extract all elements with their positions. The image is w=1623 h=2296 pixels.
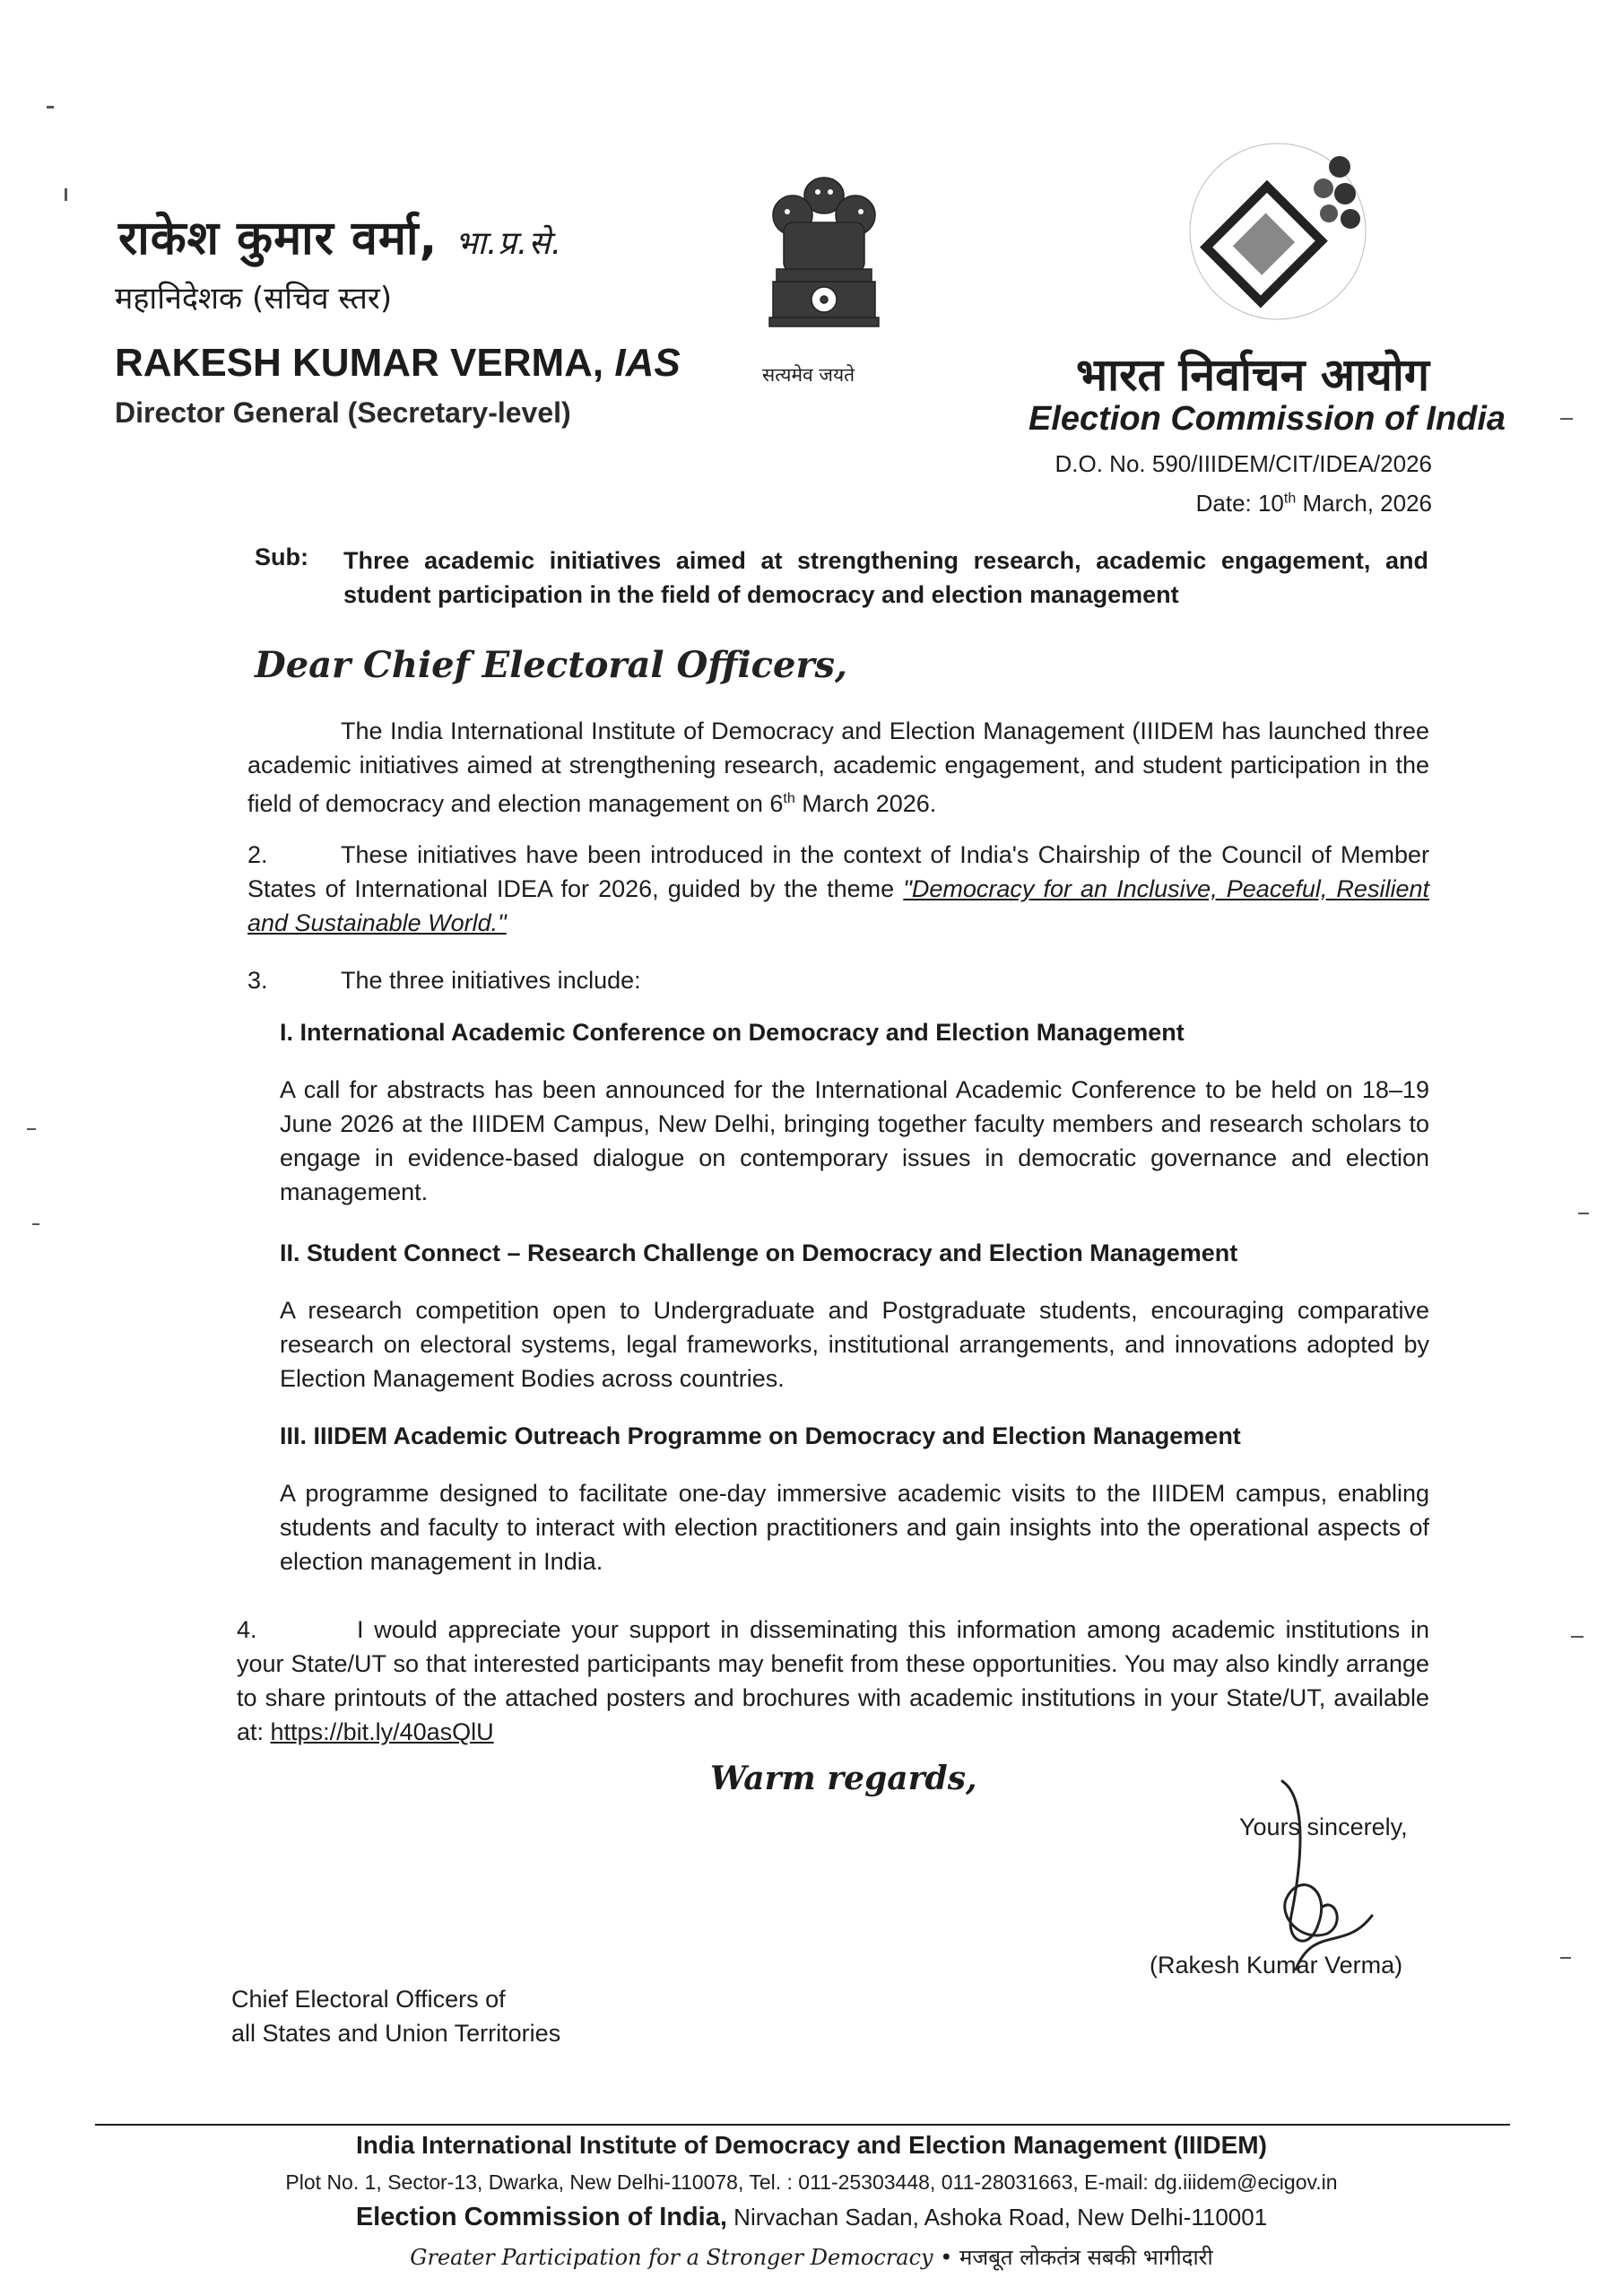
footer-slogan-english: Greater Participation for a Stronger Democracy — [410, 2245, 933, 2270]
org-name-english: Election Commission of India — [1028, 400, 1506, 438]
brochure-link[interactable]: https://bit.ly/40asQlU — [270, 1718, 494, 1745]
org-name-hindi: भारत निर्वाचन आयोग — [1076, 349, 1430, 401]
paragraph-1-end: March 2026. — [794, 790, 937, 817]
addressee-line-2: all States and Union Territories — [231, 2020, 561, 2047]
footer-address: Plot No. 1, Sector-13, Dwarka, New Delhi-110078, Tel. : 011-25303448, 011-28031663, E-mail: dg.iiidem@ecigov.in — [285, 2170, 1338, 2194]
paragraph-2-number: 2. — [247, 841, 268, 868]
national-emblem-icon — [757, 169, 891, 357]
paragraph-4 — [237, 1613, 1429, 1749]
paragraph-3-number: 3. — [247, 967, 268, 994]
paragraph-4-text: I would appreciate your support in disseminating this information among academic institutions in your State/UT so that interested participants may benefit from these opportunities. You may also kindly arrange to share printouts of the attached posters and brochures with academic institutions in your State/UT, available at: — [237, 1616, 1429, 1745]
footer-institute: India International Institute of Democracy and Election Management (IIIDEM) — [356, 2131, 1267, 2159]
footer-commission-address: Nirvachan Sadan, Ashoka Road, New Delhi-110001 — [726, 2204, 1268, 2231]
scan-speck — [1571, 1636, 1584, 1638]
footer-commission — [0, 2203, 1623, 2232]
paragraph-3-text: The three initiatives include: — [341, 967, 641, 994]
initiative-1-text: A call for abstracts has been announced for the International Academic Conference to be held on 18–19 June 2026 at the IIIDEM Campus, New Delhi, bringing together faculty members and research scholars to engage in evidence-based dialogue on contemporary issues in democratic governance and election management. — [280, 1076, 1429, 1205]
designation-hindi: महानिदेशक (सचिव स्तर) — [115, 281, 393, 317]
paragraph-2-text: These initiatives have been introduced in the context of India's Chairship of the Council of Member States of International IDEA for 2026, guided by the theme — [247, 841, 1429, 902]
paragraph-1-sup: th — [783, 791, 795, 806]
scan-speck — [65, 188, 67, 201]
election-commission-logo — [1182, 136, 1374, 326]
paragraph-1-text: The India International Institute of Democracy and Election Management (IIIDEM has launched three academic initiatives aimed at strengthening research, academic engagement, and student participation in the field of democracy and election management on 6 — [247, 718, 1429, 817]
addressee — [231, 1982, 560, 2050]
paragraph-4-number: 4. — [237, 1616, 257, 1643]
date-sup: th — [1283, 491, 1297, 507]
initiative-3-text: A programme designed to facilitate one-day immersive academic visits to the IIIDEM campus, enabling students and faculty to interact with election practitioners and gain insights into the operational aspects of election management in India. — [280, 1480, 1429, 1575]
do-number: D.O. No. 590/IIIDEM/CIT/IDEA/2026 — [1055, 450, 1432, 477]
name-hindi-suffix: भा.प्र.से. — [455, 225, 563, 262]
subject-label: Sub: — [255, 544, 308, 570]
scan-speck — [1560, 1957, 1571, 1959]
footer-slogan-separator: • — [933, 2245, 960, 2270]
footer-divider — [95, 2124, 1510, 2126]
name-hindi-text: राकेश कुमार वर्मा, — [118, 212, 438, 265]
yours-sincerely: Yours sincerely, — [1239, 1813, 1408, 1840]
signatory-name: (Rakesh Kumar Verma) — [1150, 1952, 1403, 1979]
initiative-2-text: A research competition open to Undergraduate and Postgraduate students, encouraging comparative research on electoral systems, legal frameworks, institutional arrangements, and innovations adopted by Election Management Bodies across countries. — [280, 1297, 1429, 1392]
initiative-1-heading: I. International Academic Conference on Democracy and Election Management — [280, 1019, 1185, 1046]
warm-regards: Warm regards, — [710, 1760, 977, 1797]
name-hindi — [118, 204, 562, 268]
paragraph-2-theme: "Democracy for an Inclusive, Peaceful, Resilient and Sustainable World." — [247, 875, 1429, 936]
initiative-3-heading: III. IIIDEM Academic Outreach Programme on Democracy and Election Management — [280, 1422, 1241, 1449]
name-english-suffix: IAS — [614, 341, 681, 385]
paragraph-1 — [247, 714, 1429, 821]
scan-speck — [1578, 1213, 1589, 1214]
paragraph-3 — [247, 963, 1429, 997]
designation-english: Director General (Secretary-level) — [115, 396, 571, 429]
scan-speck — [1560, 418, 1573, 420]
initiative-2-heading: II. Student Connect – Research Challenge on Democracy and Election Management — [280, 1239, 1238, 1266]
scan-speck — [32, 1223, 39, 1225]
date-day: Date: 10 — [1195, 490, 1284, 517]
scan-speck — [27, 1128, 36, 1130]
paragraph-2 — [247, 838, 1429, 940]
footer-slogan-hindi: मजबूत लोकतंत्र सबकी भागीदारी — [959, 2245, 1213, 2270]
emblem-motto: सत्यमेव जयते — [762, 364, 855, 386]
date-month-year: March, 2026 — [1296, 490, 1432, 517]
footer-slogan — [0, 2242, 1623, 2272]
name-english-text: RAKESH KUMAR VERMA, — [115, 341, 604, 385]
salutation: Dear Chief Electoral Officers, — [255, 644, 847, 686]
name-english — [115, 341, 681, 386]
footer-commission-name: Election Commission of India, — [355, 2203, 727, 2231]
subject-text: Three academic initiatives aimed at strengthening research, academic engagement, and student participation in the field of democracy and election management — [343, 547, 1428, 608]
scan-speck — [47, 106, 54, 109]
addressee-line-1: Chief Electoral Officers of — [231, 1986, 506, 2013]
letter-date — [1196, 490, 1432, 517]
